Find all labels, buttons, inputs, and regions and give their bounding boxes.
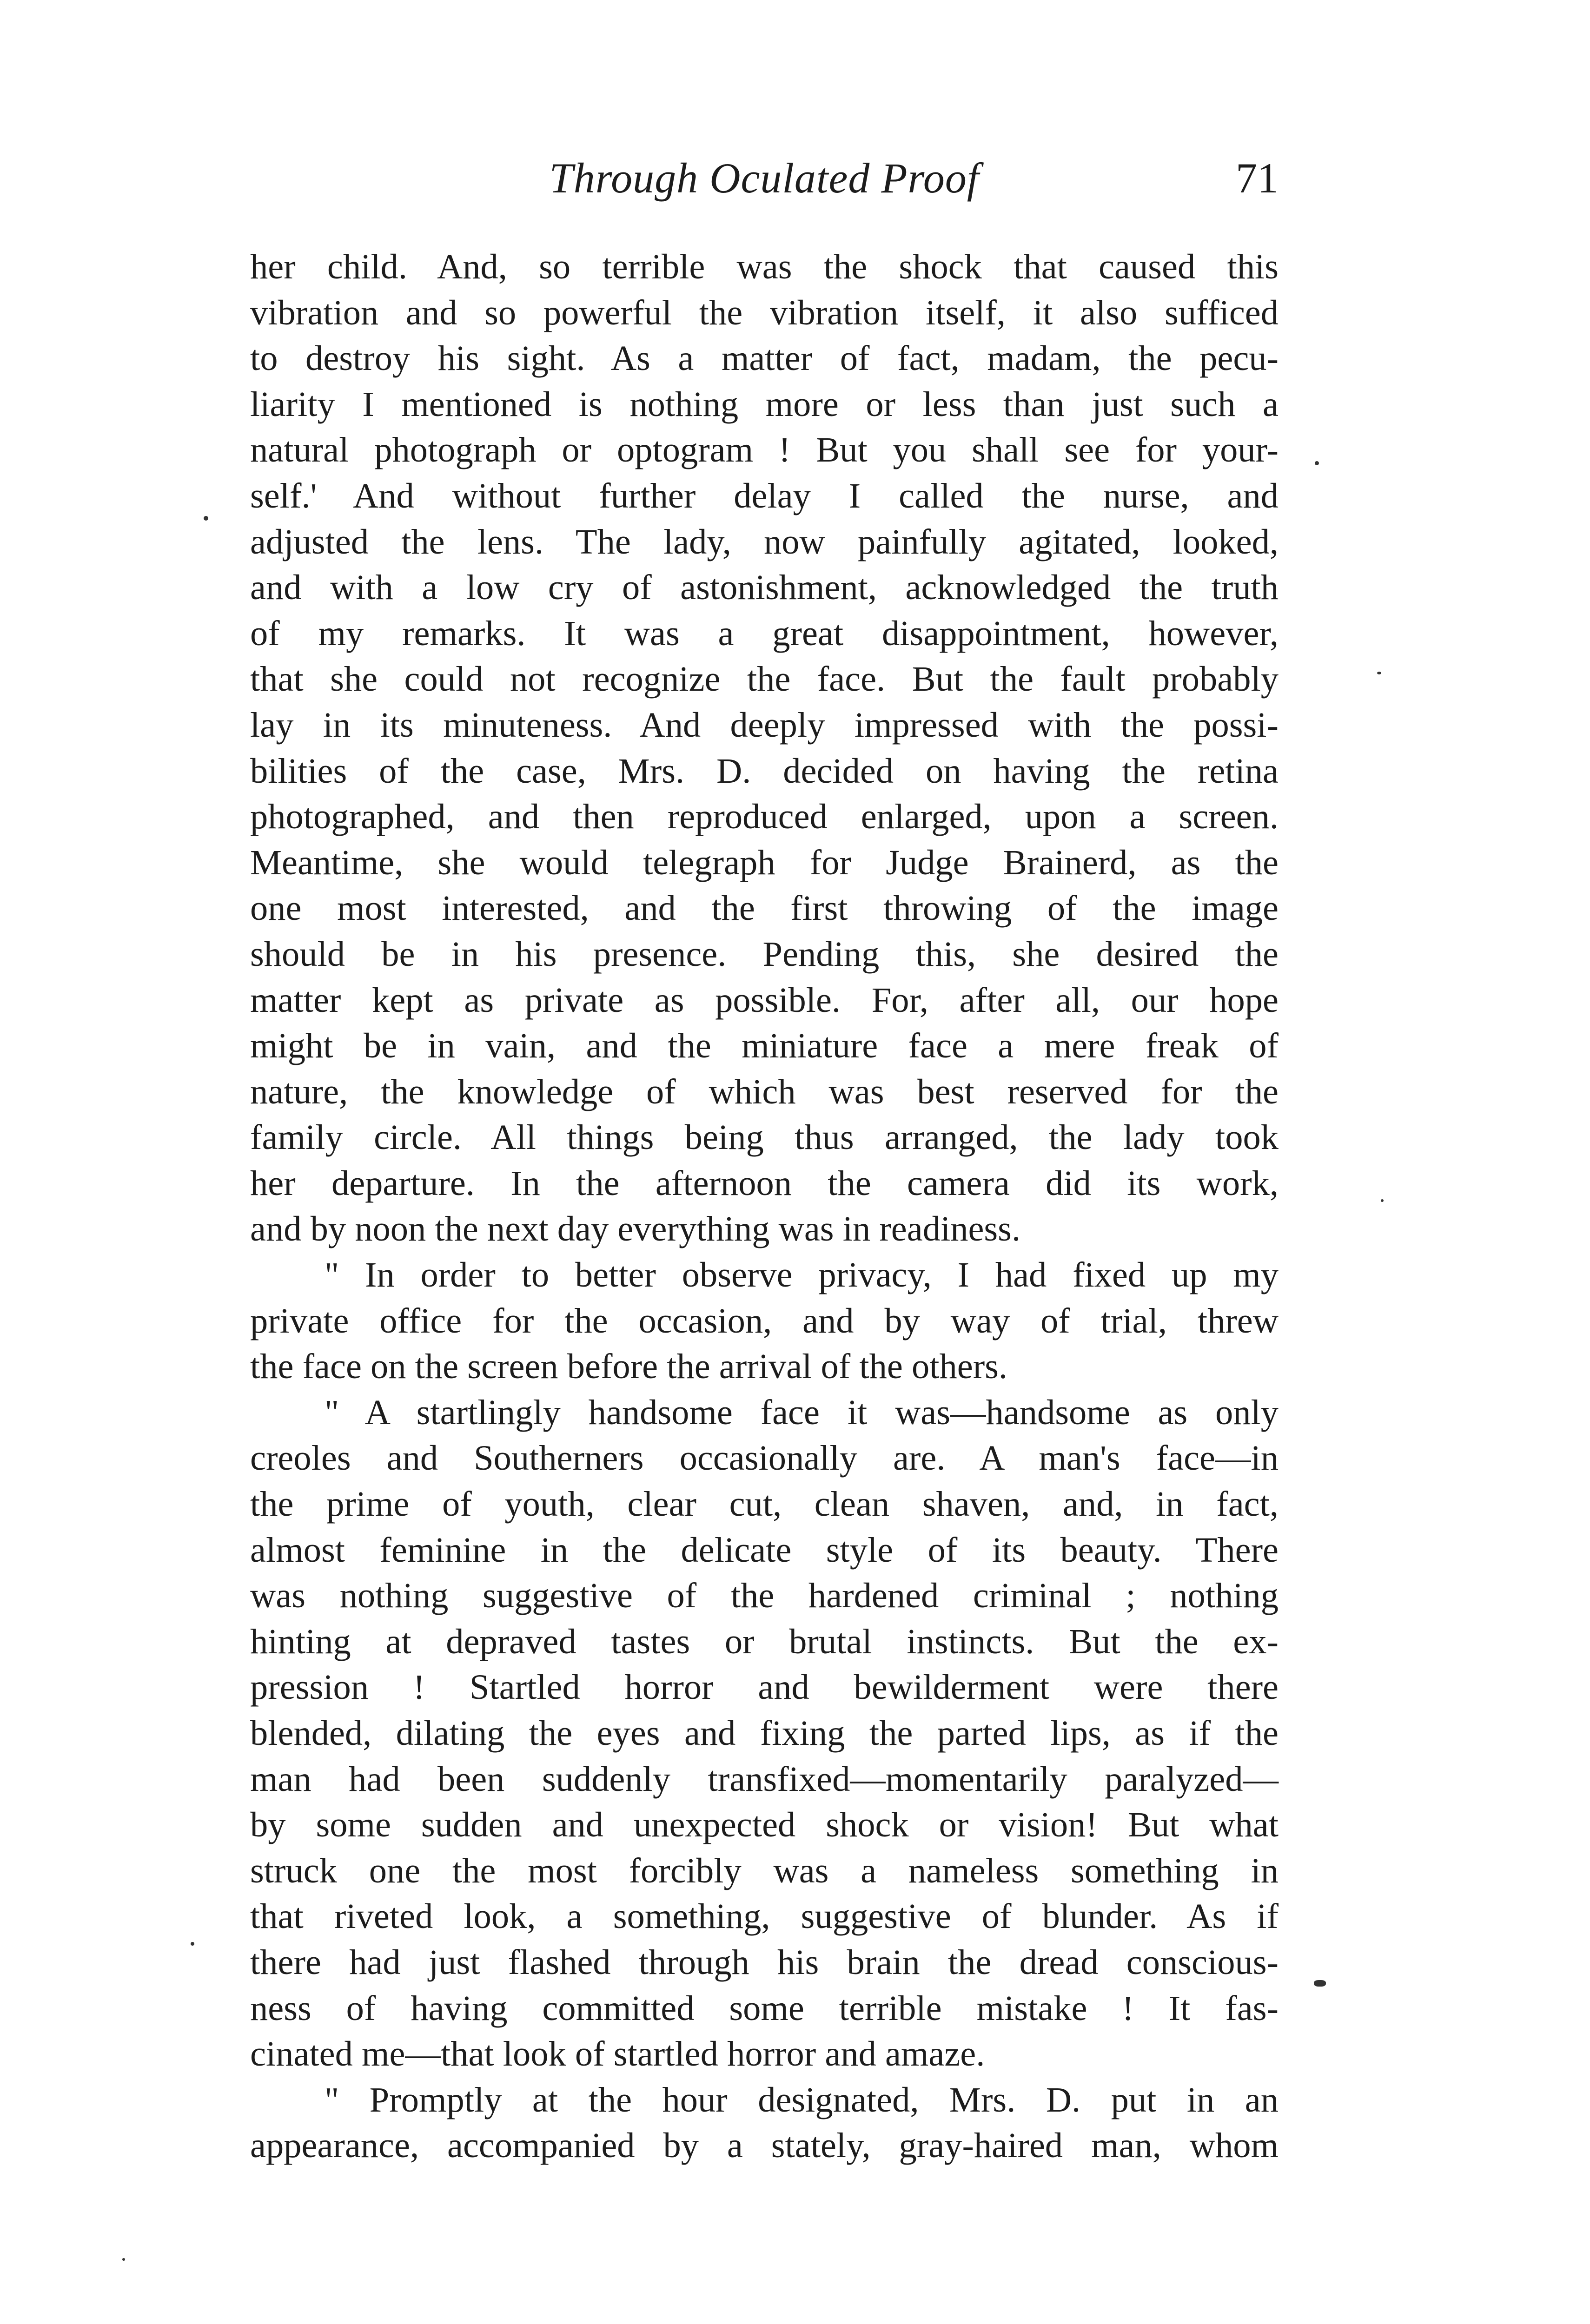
text-line: the face on the screen before the arrival of the others. <box>250 1347 1008 1386</box>
text-line: vibration and so powerful the vibration itself, it also sufficed <box>250 292 1279 332</box>
text-line: creoles and Southerners occasionally are. A man's face—in <box>250 1438 1279 1478</box>
text-line: by some sudden and unexpected shock or vision! But what <box>250 1805 1279 1845</box>
text-line: pression ! Startled horror and bewilderment were there <box>250 1667 1279 1707</box>
text-line: photographed, and then reproduced enlarged, upon a screen. <box>250 797 1279 837</box>
ink-speck <box>1315 461 1319 465</box>
text-line: ness of having committed some terrible mistake ! It fas- <box>250 1988 1279 2028</box>
text-line: and with a low cry of astonishment, acknowledged the truth <box>250 568 1279 607</box>
text-line: that she could not recognize the face. But the fault probably <box>250 659 1279 699</box>
text-line: one most interested, and the first throwing of the image <box>250 888 1279 928</box>
text-line: " In order to better observe privacy, I had fixed up my <box>325 1255 1279 1295</box>
paragraph-4 <box>250 2077 1279 2169</box>
ink-speck <box>1314 1980 1326 1987</box>
paragraph-3 <box>250 1390 1279 2077</box>
text-line: matter kept as private as possible. For, after all, our hope <box>250 980 1279 1020</box>
text-line: " A startlingly handsome face it was—handsome as only <box>325 1392 1279 1432</box>
text-line: the prime of youth, clear cut, clean shaven, and, in fact, <box>250 1484 1279 1524</box>
paragraph-1 <box>250 244 1279 1252</box>
text-line: and by noon the next day everything was in readiness. <box>250 1209 1021 1249</box>
text-line: was nothing suggestive of the hardened criminal ; nothing <box>250 1576 1279 1616</box>
body-text <box>250 244 1279 2169</box>
ink-speck <box>1377 672 1381 674</box>
text-line: liarity I mentioned is nothing more or less than just such a <box>250 384 1279 424</box>
text-line: almost feminine in the delicate style of its beauty. There <box>250 1530 1279 1570</box>
text-line: to destroy his sight. As a matter of fact, madam, the pecu- <box>250 338 1279 378</box>
running-head <box>250 148 1279 208</box>
text-line: family circle. All things being thus arranged, the lady took <box>250 1117 1279 1157</box>
text-line: hinting at depraved tastes or brutal instincts. But the ex- <box>250 1621 1279 1661</box>
text-line: there had just flashed through his brain the dread conscious- <box>250 1942 1279 1982</box>
text-line: that riveted look, a something, suggestive of blunder. As if <box>250 1896 1279 1936</box>
ink-speck <box>122 2258 125 2261</box>
running-title: Through Oculated Proof <box>549 154 980 202</box>
text-line: should be in his presence. Pending this, she desired the <box>250 934 1279 974</box>
ink-speck <box>204 516 208 521</box>
text-line: struck one the most forcibly was a nameless something in <box>250 1850 1279 1890</box>
text-line: her child. And, so terrible was the shock that caused this <box>250 247 1279 286</box>
text-line: cinated me—that look of startled horror and amaze. <box>250 2034 985 2074</box>
text-line: bilities of the case, Mrs. D. decided on having the retina <box>250 751 1279 791</box>
text-line: private office for the occasion, and by way of trial, threw <box>250 1301 1279 1340</box>
text-line: nature, the knowledge of which was best reserved for the <box>250 1071 1279 1111</box>
text-line: of my remarks. It was a great disappointment, however, <box>250 613 1279 653</box>
text-line: might be in vain, and the miniature face a mere freak of <box>250 1026 1279 1066</box>
page-number: 71 <box>1236 154 1279 202</box>
ink-speck <box>1381 1199 1384 1202</box>
text-line: man had been suddenly transfixed—momentarily paralyzed— <box>250 1759 1279 1799</box>
text-line: adjusted the lens. The lady, now painfully agitated, looked, <box>250 522 1279 561</box>
text-line: appearance, accompanied by a stately, gray-haired man, whom <box>250 2126 1279 2166</box>
text-line: " Promptly at the hour designated, Mrs. D. put in an <box>325 2080 1279 2119</box>
text-line: blended, dilating the eyes and fixing the parted lips, as if the <box>250 1713 1279 1753</box>
text-line: Meantime, she would telegraph for Judge Brainerd, as the <box>250 842 1279 882</box>
text-line: self.' And without further delay I called the nurse, and <box>250 475 1279 515</box>
ink-speck <box>191 1942 194 1946</box>
paragraph-2 <box>250 1252 1279 1390</box>
text-line: lay in its minuteness. And deeply impressed with the possi- <box>250 705 1279 745</box>
text-line: natural photograph or optogram ! But you shall see for your- <box>250 430 1279 470</box>
text-line: her departure. In the afternoon the camera did its work, <box>250 1163 1279 1203</box>
